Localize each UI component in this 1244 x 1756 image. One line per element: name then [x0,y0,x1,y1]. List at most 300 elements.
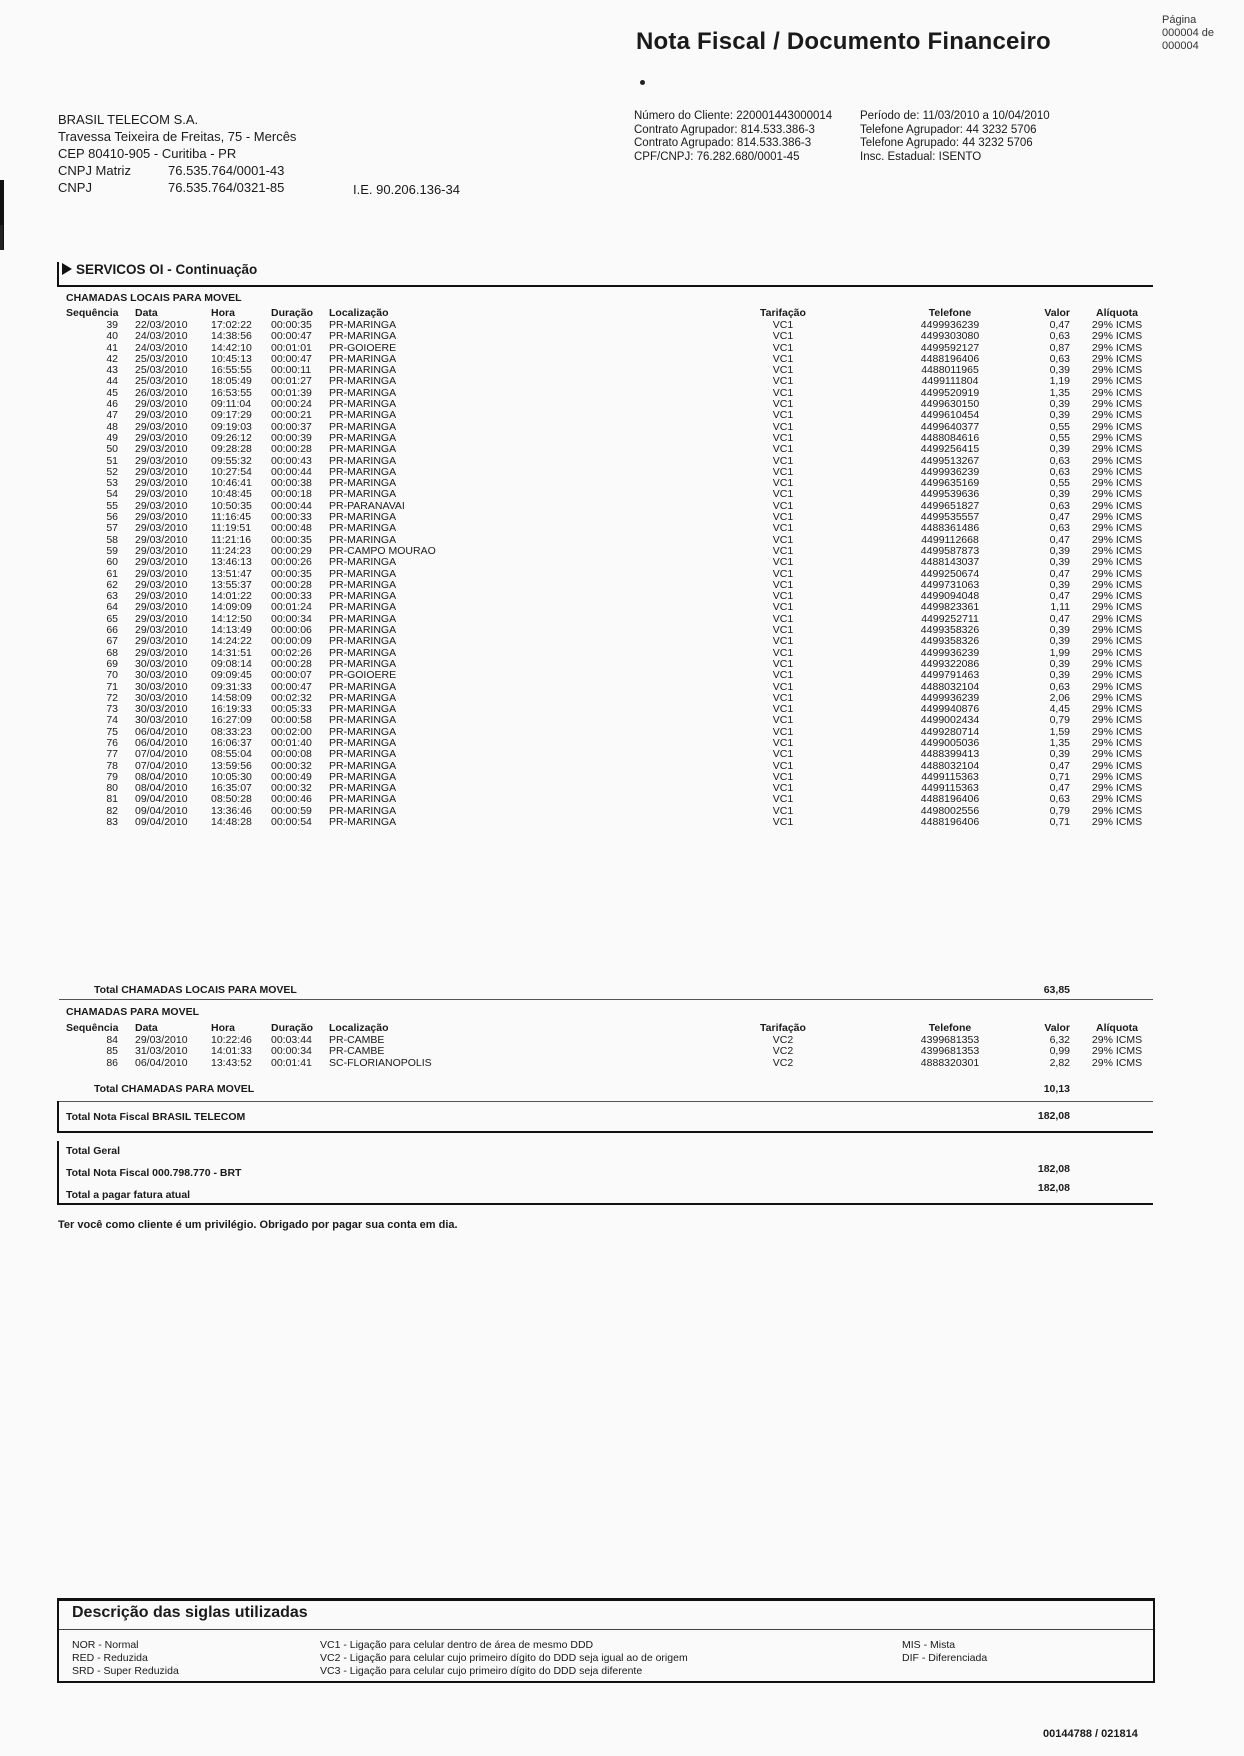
rate-cell: 29% ICMS [1091,703,1143,716]
value-cell: 0,39 [1049,635,1070,648]
value-cell: 0,39 [1049,657,1070,670]
table-row [66,749,1190,760]
date-cell: 29/03/2010 [135,567,188,580]
time-cell: 14:31:51 [211,646,252,659]
date-cell: 29/03/2010 [135,1034,188,1046]
rate-cell: 29% ICMS [1091,386,1143,399]
rate-cell: 29% ICMS [1091,1034,1143,1046]
phone-cell: 4499791463 [920,669,980,682]
date-cell: 24/03/2010 [135,341,188,354]
date-cell: 08/04/2010 [135,782,188,795]
tariff-cell: VC1 [772,319,794,331]
duration-cell: 00:00:35 [271,567,312,580]
duration-cell: 00:00:33 [271,511,312,524]
location-cell: PR-MARINGA [329,375,397,388]
rate-cell: 29% ICMS [1091,330,1143,343]
amount-due-label: Total a pagar fatura atual [66,1189,191,1201]
value-cell: 4,45 [1049,703,1070,716]
table-row [66,715,1190,726]
date-cell: 06/04/2010 [135,725,188,738]
rate-cell: 29% ICMS [1091,454,1143,467]
location-cell: PR-MARINGA [329,443,397,456]
value-cell: 0,63 [1049,793,1070,806]
rate-cell: 29% ICMS [1091,319,1143,331]
time-cell: 09:19:03 [211,420,252,433]
cnpj-matriz-value: 76.535.764/0001-43 [168,163,285,178]
value-cell: 1,19 [1049,375,1070,388]
location-cell: PR-MARINGA [329,567,397,580]
header-time: Hora [211,307,235,319]
general-bottom-rule [57,1203,1153,1205]
cnpj-label: CNPJ [58,180,92,195]
date-cell: 24/03/2010 [135,330,188,343]
seq-cell: 70 [106,669,118,682]
location-cell: PR-MARINGA [329,703,397,716]
time-cell: 10:22:46 [211,1034,252,1046]
nf-total-left-rule [57,1101,59,1131]
phone-cell: 4499936239 [920,646,980,659]
tariff-cell: VC1 [772,793,794,806]
duration-cell: 00:00:44 [271,465,312,478]
duration-cell: 00:00:46 [271,793,312,806]
location-cell: PR-CAMPO MOURAO [329,544,436,557]
legend-col-other [902,1639,987,1665]
tariff-cell: VC1 [772,736,794,749]
tariff-cell: VC1 [772,398,794,411]
location-cell: PR-MARINGA [329,601,397,614]
phone-cell: 4488011965 [921,364,979,377]
amount-due-value: 182,08 [1037,1182,1070,1194]
phone-cell: 4499513267 [920,454,980,467]
value-cell: 1,59 [1049,725,1070,738]
date-cell: 09/04/2010 [135,816,188,829]
general-left-rule [57,1141,59,1205]
time-cell: 11:16:45 [211,511,252,524]
duration-cell: 00:00:32 [271,759,312,772]
issuer-cnpj-row [58,179,296,196]
header-value: Valor [1044,307,1070,319]
seq-cell: 80 [106,782,118,795]
location-cell: PR-MARINGA [329,465,397,478]
header-rate: Alíquota [1096,307,1138,319]
block-total-label: Total CHAMADAS LOCAIS PARA MOVEL [94,984,297,996]
value-cell: 0,63 [1049,454,1070,467]
header-duration: Duração [271,307,314,319]
nf-total-value: 182,08 [1037,1110,1070,1122]
date-cell: 29/03/2010 [135,398,188,411]
value-cell: 0,39 [1049,409,1070,422]
section-divider [57,285,1153,287]
value-cell: 0,47 [1049,612,1070,625]
rate-cell: 29% ICMS [1091,511,1143,524]
seq-cell: 47 [106,409,118,422]
phone-cell: 4499252711 [921,612,979,625]
date-cell: 25/03/2010 [135,364,188,377]
date-cell: 29/03/2010 [135,544,188,557]
phone-grouper: Telefone Agrupador: 44 3232 5706 [860,123,1037,136]
tariff-cell: VC1 [772,748,794,761]
table-header [66,306,1190,320]
duration-cell: 00:00:54 [271,816,312,829]
date-cell: 30/03/2010 [135,691,188,704]
time-cell: 09:26:12 [211,431,252,444]
duration-cell: 00:00:49 [271,770,312,783]
value-cell: 0,47 [1049,590,1070,603]
value-cell: 0,99 [1049,1045,1070,1058]
table-row [66,636,1190,647]
rate-cell: 29% ICMS [1091,657,1143,670]
tariff-cell: VC1 [772,443,794,456]
duration-cell: 00:01:40 [271,736,312,749]
tariff-cell: VC1 [772,816,794,829]
seq-cell: 85 [106,1045,118,1058]
date-cell: 06/04/2010 [135,1056,188,1069]
time-cell: 16:53:55 [211,386,252,399]
value-cell: 0,47 [1049,567,1070,580]
rate-cell: 29% ICMS [1091,420,1143,433]
document-title: Nota Fiscal / Documento Financeiro [636,28,1051,55]
issuer-name: BRASIL TELECOM S.A. [58,112,199,127]
tariff-cell: VC1 [772,804,794,817]
value-cell: 2,06 [1049,691,1070,704]
seq-cell: 57 [106,522,118,535]
rate-cell: 29% ICMS [1091,635,1143,648]
time-cell: 11:19:51 [211,522,252,535]
tariff-cell: VC1 [772,431,794,444]
scan-edge-mark [0,225,3,250]
date-cell: 29/03/2010 [135,431,188,444]
date-cell: 29/03/2010 [135,499,188,512]
block-total-value: 63,85 [1043,984,1070,996]
tariff-cell: VC1 [772,680,794,693]
header-tariff: Tarifação [760,307,806,319]
value-cell: 0,63 [1049,352,1070,365]
value-cell: 0,79 [1049,804,1070,817]
tariff-cell: VC2 [772,1056,794,1069]
duration-cell: 00:00:08 [271,748,312,761]
date-cell: 07/04/2010 [135,748,188,761]
time-cell: 11:21:16 [211,533,252,546]
tariff-cell: VC1 [772,714,794,727]
seq-cell: 64 [106,601,118,614]
value-cell: 1,99 [1049,646,1070,659]
page-number: 000004 de [1162,27,1214,39]
tariff-cell: VC1 [772,590,794,603]
tariff-cell: VC1 [772,364,794,377]
time-cell: 10:46:41 [211,477,252,490]
location-cell: PR-MARINGA [329,364,397,377]
seq-cell: 86 [106,1056,118,1069]
phone-cell: 4499640377 [920,420,980,433]
date-cell: 29/03/2010 [135,477,188,490]
section-left-rule [57,262,59,286]
time-cell: 16:19:33 [211,703,252,716]
tariff-cell: VC1 [772,522,794,535]
time-cell: 14:48:28 [211,816,252,829]
time-cell: 14:42:10 [211,341,252,354]
customer-info-left [634,110,832,164]
location-cell: PR-MARINGA [329,488,397,501]
rate-cell: 29% ICMS [1091,770,1143,783]
phone-cell: 4488361486 [920,522,980,535]
duration-cell: 00:00:21 [271,409,312,422]
duration-cell: 00:01:01 [271,341,312,354]
phone-cell: 4499610454 [920,409,980,422]
date-cell: 29/03/2010 [135,601,188,614]
rate-cell: 29% ICMS [1091,759,1143,772]
issuer-address: Travessa Teixeira de Freitas, 75 - Mercês [58,129,297,144]
rate-cell: 29% ICMS [1091,522,1143,535]
page-indicator [1162,14,1214,53]
date-cell: 29/03/2010 [135,556,188,569]
seq-cell: 56 [106,511,118,524]
rate-cell: 29% ICMS [1091,499,1143,512]
date-cell: 30/03/2010 [135,657,188,670]
value-cell: 1,11 [1050,601,1070,614]
phone-cell: 4499256415 [920,443,980,456]
time-cell: 10:27:54 [211,465,252,478]
location-cell: PR-MARINGA [329,736,397,749]
legend-col-tariff-types [72,1639,179,1678]
phone-cell: 4488196406 [920,816,980,829]
tariff-cell: VC1 [772,578,794,591]
duration-cell: 00:00:34 [271,612,312,625]
triangle-right-icon [62,263,72,275]
tariff-cell: VC1 [772,624,794,637]
value-cell: 0,63 [1049,465,1070,478]
legend-item: VC3 - Ligação para celular cujo primeiro dígito do DDD seja diferente [320,1665,643,1677]
time-cell: 13:51:47 [211,567,252,580]
location-cell: PR-MARINGA [329,782,397,795]
value-cell: 0,39 [1049,578,1070,591]
date-cell: 30/03/2010 [135,669,188,682]
date-cell: 29/03/2010 [135,590,188,603]
date-cell: 29/03/2010 [135,488,188,501]
location-cell: PR-MARINGA [329,714,397,727]
tariff-cell: VC1 [772,477,794,490]
time-cell: 13:43:52 [211,1056,252,1069]
tariff-cell: VC1 [772,352,794,365]
phone-cell: 4499936239 [920,691,980,704]
duration-cell: 00:00:07 [271,669,312,682]
date-cell: 25/03/2010 [135,352,188,365]
location-cell: PR-MARINGA [329,657,397,670]
header-time: Hora [211,1022,235,1034]
date-cell: 08/04/2010 [135,770,188,783]
time-cell: 17:02:22 [211,319,252,331]
issuer-cep: CEP 80410-905 - Curitiba - PR [58,146,237,161]
tariff-cell: VC1 [772,646,794,659]
thank-you-message: Ter você como cliente é um privilégio. Obrigado por pagar sua conta em dia. [58,1219,458,1231]
location-cell: PR-MARINGA [329,748,397,761]
header-phone: Telefone [928,307,972,319]
calls-table-mobile [66,1021,1190,1069]
phone-grouped: Telefone Agrupado: 44 3232 5706 [860,137,1033,149]
phone-cell: 4499250674 [920,567,980,580]
tariff-cell: VC1 [772,386,794,399]
page-total: 000004 [1162,40,1199,52]
duration-cell: 00:00:24 [271,398,312,411]
value-cell: 1,35 [1049,736,1070,749]
duration-cell: 00:00:44 [271,499,312,512]
phone-cell: 4499112668 [921,533,979,546]
value-cell: 0,47 [1049,533,1070,546]
issuer-block [58,111,296,196]
time-cell: 13:59:56 [211,759,252,772]
header-seq: Sequência [66,1022,119,1034]
seq-cell: 81 [106,793,118,806]
tariff-cell: VC1 [772,635,794,648]
duration-cell: 00:00:39 [271,431,312,444]
phone-cell: 4499587873 [920,544,980,557]
location-cell: PR-GOIOERE [329,341,397,354]
location-cell: PR-MARINGA [329,816,397,829]
time-cell: 09:55:32 [211,454,252,467]
rate-cell: 29% ICMS [1091,488,1143,501]
time-cell: 16:27:09 [211,714,252,727]
seq-cell: 83 [106,816,118,829]
value-cell: 0,79 [1049,714,1070,727]
rate-cell: 29% ICMS [1091,375,1143,388]
rate-cell: 29% ICMS [1091,590,1143,603]
location-cell: PR-CAMBE [329,1034,385,1046]
customer-cpf-cnpj: CPF/CNPJ: 76.282.680/0001-45 [634,150,800,163]
seq-cell: 54 [106,488,118,501]
time-cell: 14:09:09 [211,601,252,614]
legend-title: Descrição das siglas utilizadas [72,1604,308,1621]
time-cell: 09:31:33 [211,680,252,693]
header-date: Data [135,307,158,319]
location-cell: PR-MARINGA [329,635,397,648]
cnpj-matriz-label: CNPJ Matriz [58,163,131,178]
location-cell: PR-MARINGA [329,590,397,603]
location-cell: PR-MARINGA [329,522,397,535]
rate-cell: 29% ICMS [1091,352,1143,365]
value-cell: 0,71 [1049,816,1070,829]
location-cell: PR-MARINGA [329,793,397,806]
legend-divider [59,1629,1153,1630]
tariff-cell: VC1 [772,511,794,524]
time-cell: 14:01:22 [211,590,252,603]
time-cell: 09:11:04 [211,398,252,411]
customer-info-right [860,110,1050,164]
value-cell: 0,63 [1049,680,1070,693]
seq-cell: 39 [106,319,118,331]
duration-cell: 00:01:24 [271,601,312,614]
phone-cell: 4499280714 [920,725,980,738]
contract-grouped: Contrato Agrupado: 814.533.386-3 [634,137,812,149]
rate-cell: 29% ICMS [1091,398,1143,411]
phone-cell: 4488196406 [920,793,980,806]
time-cell: 16:55:55 [211,364,252,377]
phone-cell: 4499094048 [920,590,980,603]
phone-cell: 4488032104 [920,759,980,772]
time-cell: 09:09:45 [211,669,252,682]
value-cell: 0,47 [1049,511,1070,524]
header-location: Localização [329,307,389,319]
phone-cell: 4499592127 [920,341,980,354]
seq-cell: 44 [106,375,118,388]
section-title [62,262,257,277]
phone-cell: 4888320301 [920,1056,980,1069]
date-cell: 09/04/2010 [135,793,188,806]
value-cell: 0,39 [1049,669,1070,682]
table-row [66,523,1190,534]
phone-cell: 4399681353 [920,1045,980,1058]
value-cell: 0,47 [1049,319,1070,331]
legend-col-call-types [320,1639,688,1678]
issuer-ie: I.E. 90.206.136-34 [353,182,460,197]
nf-total-top-rule [57,1101,1153,1102]
rate-cell: 29% ICMS [1091,612,1143,625]
location-cell: PR-MARINGA [329,646,397,659]
time-cell: 09:28:28 [211,443,252,456]
duration-cell: 00:01:41 [271,1056,312,1069]
time-cell: 16:35:07 [211,782,252,795]
state-registration: Insc. Estadual: ISENTO [860,150,982,163]
tariff-cell: VC1 [772,657,794,670]
date-cell: 29/03/2010 [135,454,188,467]
header-phone: Telefone [928,1022,972,1034]
tariff-cell: VC1 [772,375,794,388]
seq-cell: 67 [106,635,118,648]
value-cell: 0,39 [1049,556,1070,569]
location-cell: PR-MARINGA [329,409,397,422]
tariff-cell: VC1 [772,725,794,738]
time-cell: 14:24:22 [211,635,252,648]
duration-cell: 00:00:28 [271,657,312,670]
seq-cell: 48 [106,420,118,433]
phone-cell: 4399681353 [920,1034,980,1046]
time-cell: 14:58:09 [211,691,252,704]
seq-cell: 59 [106,544,118,557]
tariff-cell: VC1 [772,341,794,354]
phone-cell: 4499535557 [920,511,980,524]
location-cell: PR-MARINGA [329,556,397,569]
phone-cell: 4488084616 [920,431,980,444]
duration-cell: 00:00:47 [271,352,312,365]
rate-cell: 29% ICMS [1091,601,1143,614]
rate-cell: 29% ICMS [1091,544,1143,557]
date-cell: 26/03/2010 [135,386,188,399]
phone-cell: 4499115363 [921,770,979,783]
phone-cell: 4499115363 [921,782,979,795]
tariff-cell: VC1 [772,420,794,433]
value-cell: 0,39 [1049,488,1070,501]
seq-cell: 49 [106,431,118,444]
time-cell: 10:05:30 [211,770,252,783]
legend-item: VC2 - Ligação para celular cujo primeiro dígito do DDD seja igual ao de origem [320,1652,688,1664]
nf-total-label: Total Nota Fiscal BRASIL TELECOM [66,1111,246,1123]
seq-cell: 42 [106,352,118,365]
time-cell: 08:50:28 [211,793,252,806]
value-cell: 0,71 [1049,770,1070,783]
rate-cell: 29% ICMS [1091,443,1143,456]
seq-cell: 68 [106,646,118,659]
seq-cell: 72 [106,691,118,704]
document-code: 00144788 / 021814 [1043,1728,1138,1740]
block-total-label: Total CHAMADAS PARA MOVEL [94,1083,255,1095]
tariff-cell: VC2 [772,1034,794,1046]
time-cell: 08:55:04 [211,748,252,761]
duration-cell: 00:00:33 [271,590,312,603]
seq-cell: 50 [106,443,118,456]
location-cell: PR-MARINGA [329,386,397,399]
cnpj-value: 76.535.764/0321-85 [168,180,285,195]
general-nf-label: Total Nota Fiscal 000.798.770 - BRT [66,1167,242,1179]
duration-cell: 00:00:58 [271,714,312,727]
seq-cell: 71 [106,680,118,693]
